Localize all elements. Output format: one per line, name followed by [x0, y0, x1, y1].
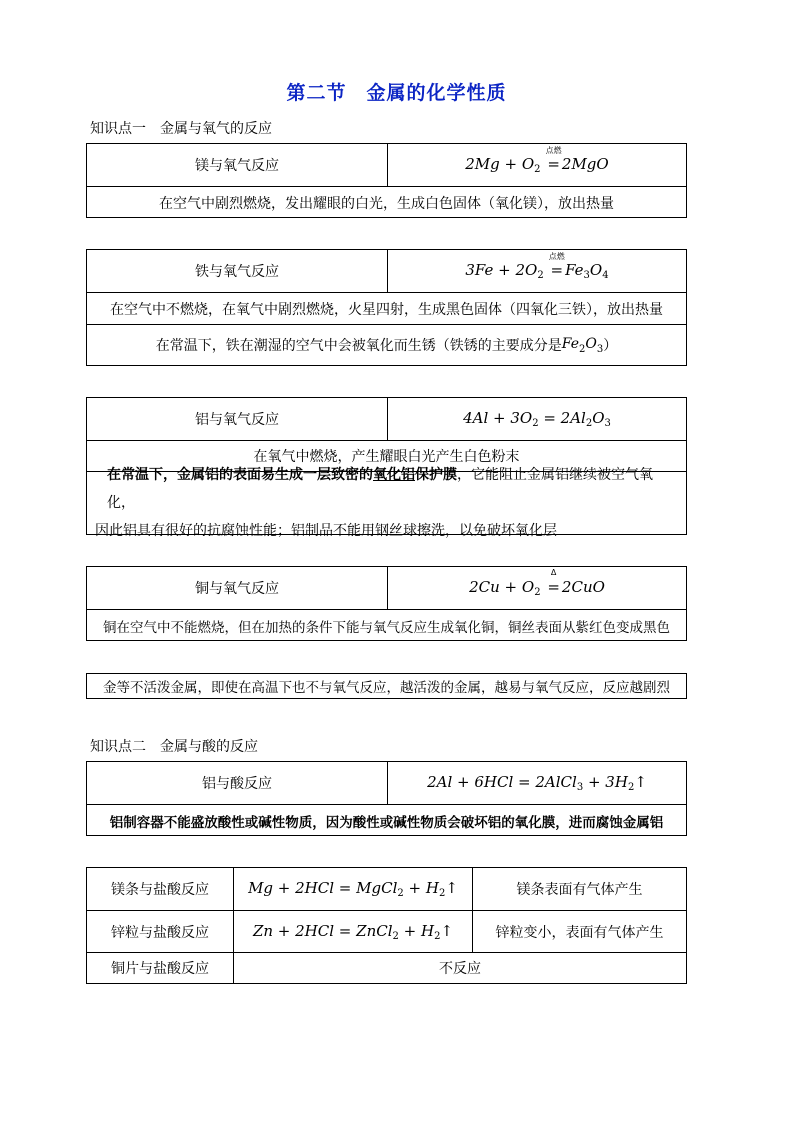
mg-acid-result: 镁条表面有气体产生: [472, 868, 686, 910]
cu-acid-label: 铜片与盐酸反应: [111, 961, 209, 977]
al-oxygen-table: [86, 397, 687, 539]
zn-acid-label: 锌粒与盐酸反应: [111, 924, 209, 941]
table-row: [87, 910, 686, 952]
table-row: [87, 868, 686, 910]
cu-acid-result: 不反应: [233, 953, 686, 983]
fe-oxygen-equation: $3Fe + 2O_2$ 点燃 = $Fe_3O_4$: [387, 250, 686, 292]
mg-acid-equation: Mg + 2HCl = MgCl$_2$ + $H_2↑$: [233, 868, 472, 910]
zn-acid-equation: Zn + 2HCl = ZnCl$_2$ + $H_2↑$: [233, 911, 472, 952]
cu-oxygen-equation: $2Cu + O_2$ Δ = 2CuO: [387, 567, 686, 609]
al-oxygen-equation: $4Al + 3O_2 = 2Al_2O_3$: [387, 398, 686, 440]
fe-oxygen-note-1: 在空气中不燃烧，在氧气中剧烈燃烧，火星四射，生成黑色固体（四氧化三铁），放出热量: [110, 301, 663, 318]
acid-reaction-table: [86, 867, 687, 984]
table-row: [87, 952, 686, 983]
al-acid-note: 铝制容器不能盛放酸性或碱性物质，因为酸性或碱性物质会破坏铝的氧化膜，进而腐蚀金属铝: [109, 814, 664, 831]
mg-oxygen-label: 镁与氧气反应: [195, 158, 279, 174]
fe-oxygen-note-2: 在常温下，铁在潮湿的空气中会被氧化而生锈（铁锈的主要成分是 $Fe_2O_3$ ）: [155, 335, 618, 355]
mg-acid-label: 镁条与盐酸反应: [111, 882, 209, 898]
mg-oxygen-equation: $2Mg + O_2$ 点燃 = 2MgO: [387, 144, 686, 186]
cu-oxygen-note: 铜在空气中不能燃烧，但在加热的条件下能与氧气反应生成氧化铜，铜丝表面从紫红色变成黑色: [103, 619, 670, 636]
section-heading-oxygen: 知识点一 金属与氧气的反应: [90, 121, 272, 137]
section-heading-acid: 知识点二 金属与酸的反应: [90, 739, 258, 755]
al-oxygen-label: 铝与氧气反应: [195, 412, 279, 428]
page-title: 第二节 金属的化学性质: [286, 82, 507, 104]
gold-note: 金等不活泼金属，即使在高温下也不与氧气反应，越活泼的金属，越易与氧气反应，反应越剧烈: [103, 680, 670, 696]
cu-oxygen-label: 铜与氧气反应: [195, 581, 279, 597]
zn-acid-result: 锌粒变小，表面有气体产生: [472, 911, 686, 952]
al-acid-label: 铝与酸反应: [202, 776, 272, 792]
cu-oxygen-table: [86, 566, 687, 641]
fe-oxygen-table: [86, 249, 687, 366]
al-oxygen-note-2: 在常温下，金属铝的表面易生成一层致密的氧化铝保护膜，它能阻止金属铝继续被空气氧化， 因此铝具有很好的抗腐蚀性能；铝制品不能用钢丝球擦洗，以免破坏氧化层: [95, 467, 653, 539]
mg-oxygen-table: [86, 143, 687, 218]
al-acid-equation: 2Al + 6HCl = 2AlCl$_3$ + $3H_2↑$: [387, 762, 686, 804]
al-oxygen-note-1: 在氧气中燃烧，产生耀眼白光产生白色粉末: [253, 449, 520, 465]
mg-oxygen-note: 在空气中剧烈燃烧，发出耀眼的白光，生成白色固体（氧化镁），放出热量: [159, 195, 614, 212]
gold-note-box: [86, 673, 687, 699]
al-acid-table: [86, 761, 687, 836]
fe-oxygen-label: 铁与氧气反应: [195, 264, 279, 280]
